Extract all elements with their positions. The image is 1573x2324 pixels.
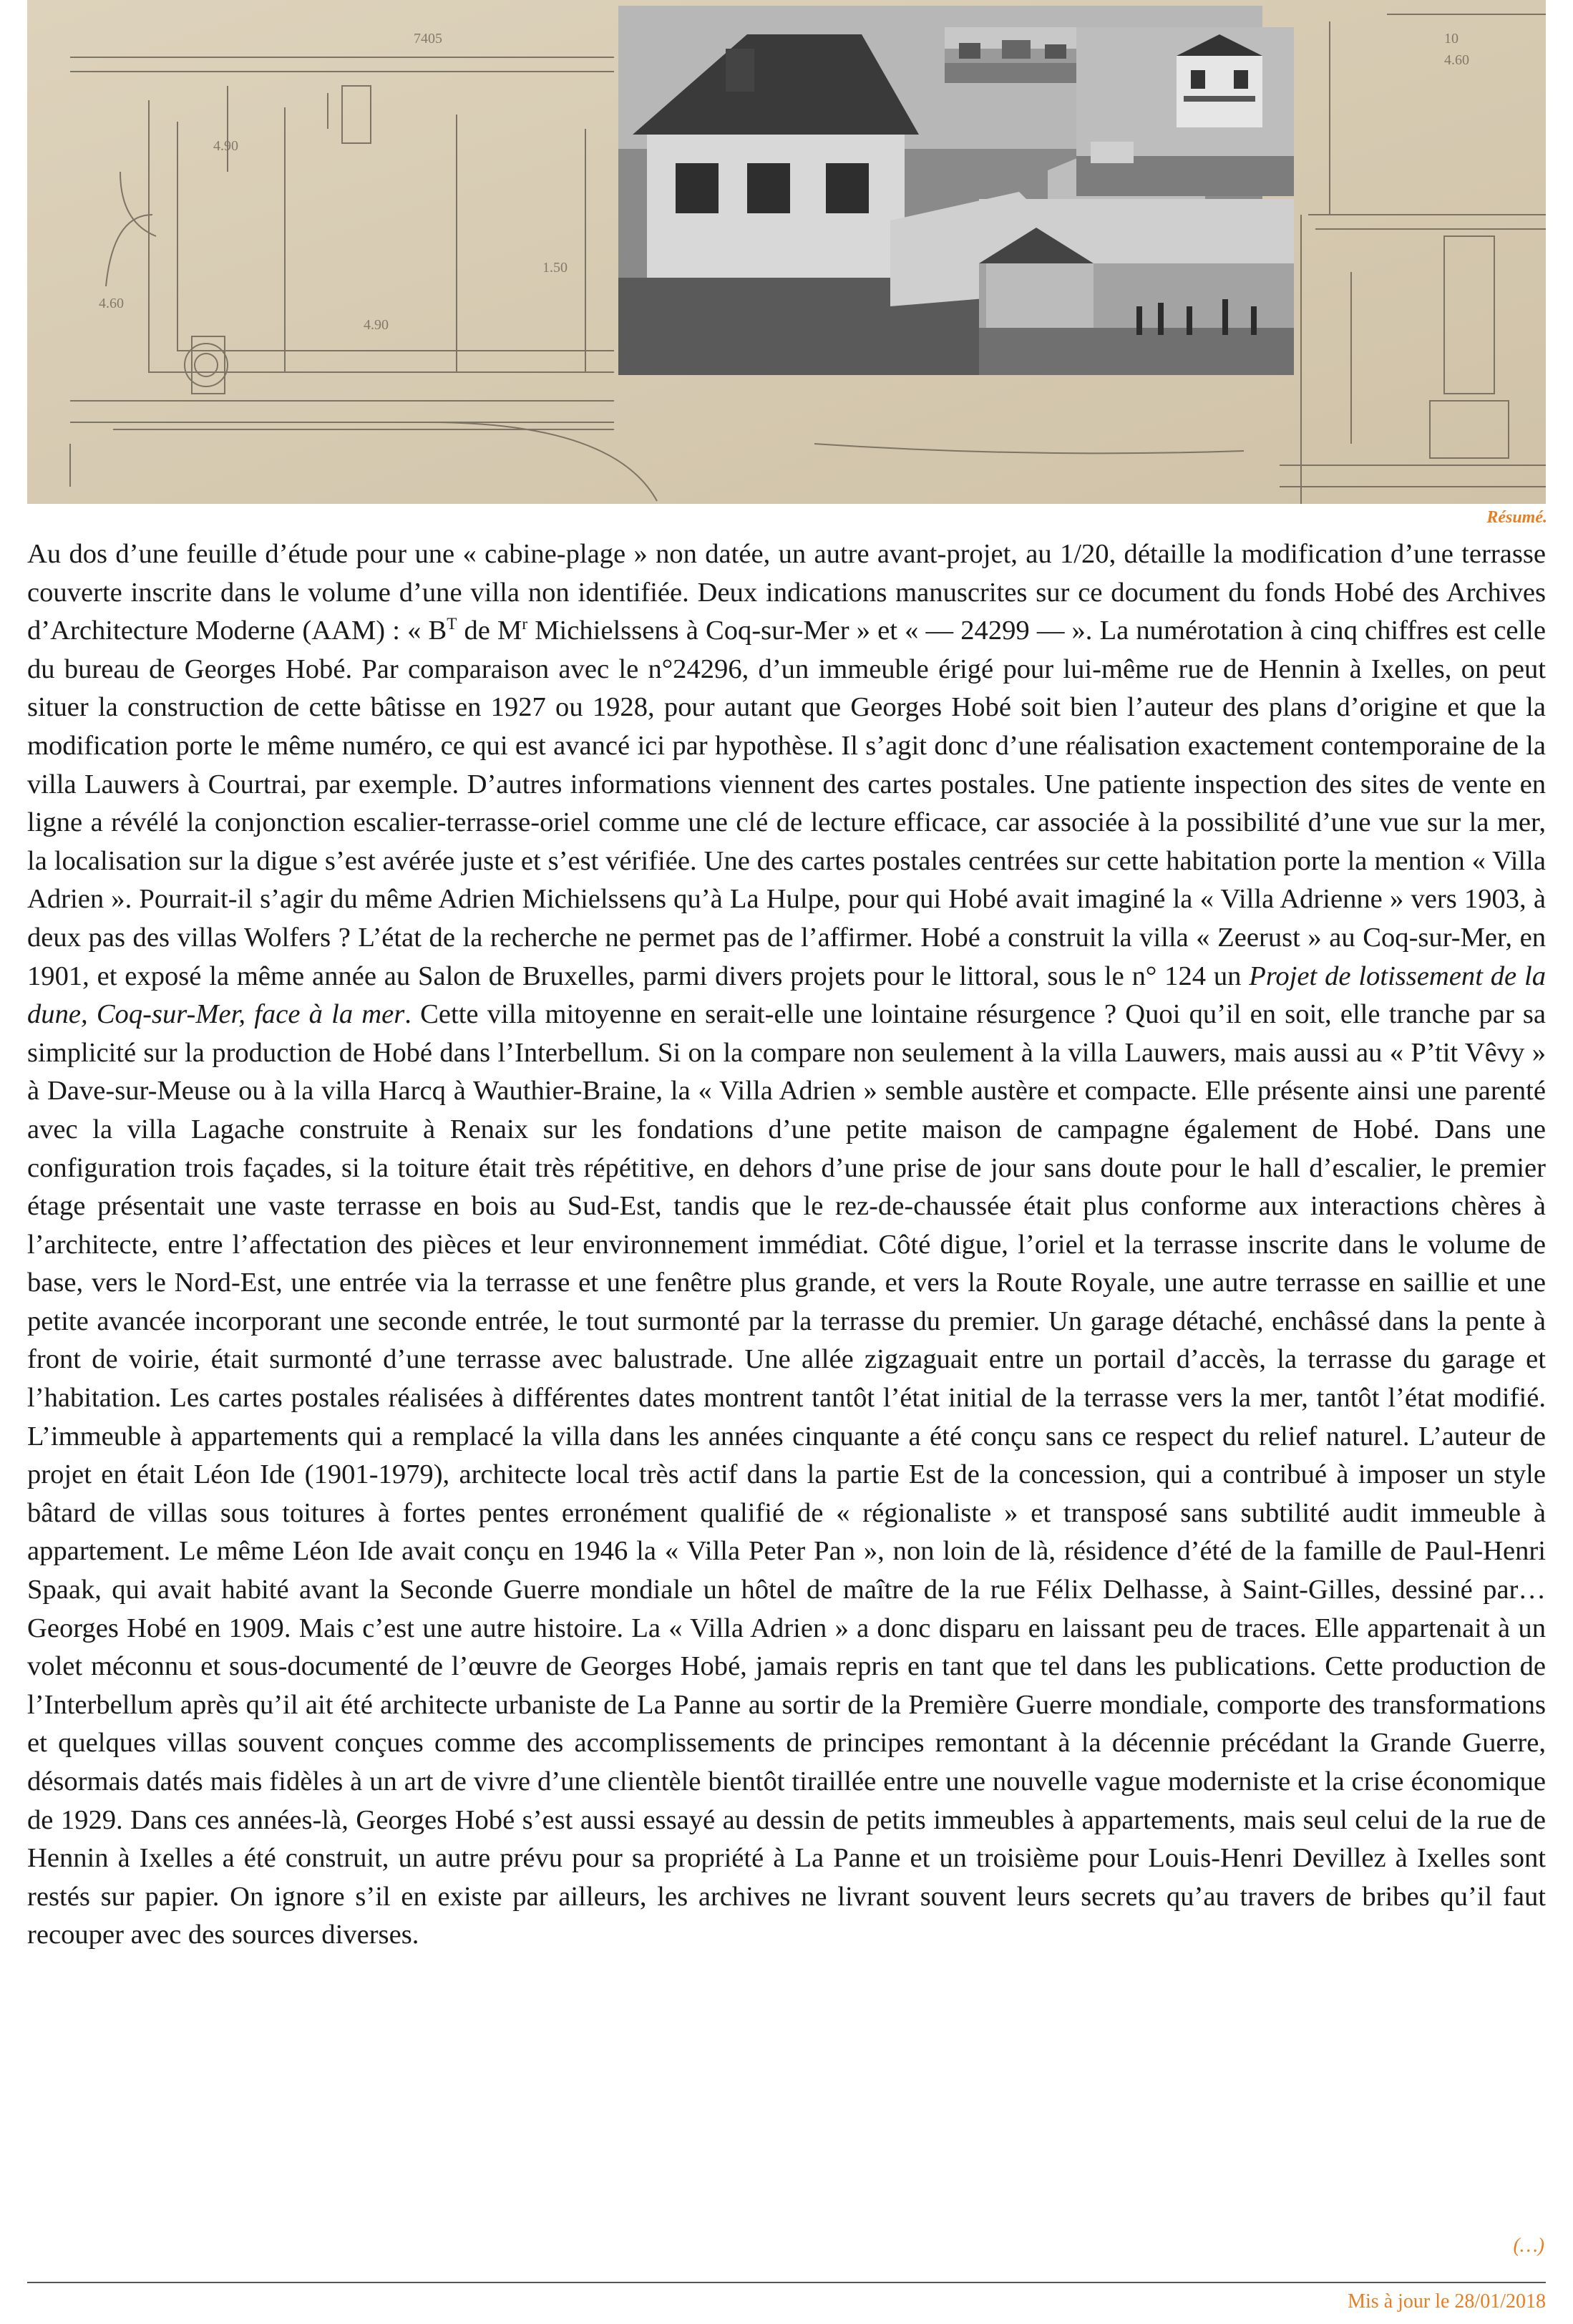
exhibition-project-title: Projet de lotissement de la dune, Coq-sur-Mer, face à la mer [27,961,1546,1030]
read-more-link[interactable]: (…) [1513,2235,1544,2257]
article-text-part-1: Au dos d’une feuille d’étude pour une « cabine-plage » non datée, un autre avant-projet, au 1/20, détaille la modification d’une terrasse couverte inscrite dans le volume d’une villa non identifiée. Deux indications manuscrites sur ce document du fonds Hobé des Archives d’Architecture Moderne (AAM) : « B [27,539,1546,646]
article-text-part-4: . Cette villa mitoyenne en serait-elle une lointaine résurgence ? Quoi qu’il en soit, elle tranche par sa simplicité sur la production de Hobé dans l’Interbellum. Si on la compare non seulement à la villa Lauwers, mais aussi au « P’tit Vêvy » à Dave-sur-Meuse ou à la villa Harcq à Wauthier-Braine, la « Villa Adrien » semble austère et compacte. Elle présente ainsi une parenté avec la villa Lagache construite à Renaix sur les fondations d’une petite maison de campagne également de Hobé. Dans une configuration trois façades, si la toiture était très répétitive, en dehors d’une prise de jour sans doute pour le hall d’escalier, le premier étage présentait une vaste terrasse en bois au Sud-Est, tandis que le rez-de-chaussée était plus conforme aux interactions chères à l’architecte, entre l’affectation des pièces et leur environnement immédiat. Côté digue, l’oriel et la terrasse inscrite dans le volume de base, vers le Nord-Est, une entrée via la terrasse et une fenêtre plus grande, et vers la Route Royale, une autre terrasse en saillie et une petite avancée incorporant une seconde entrée, le tout surmonté par la terrasse du premier. Un garage détaché, enchâssé dans la pente à front de voirie, était surmonté d’une terrasse avec balustrade. Une allée zigzaguait entre un portail d’accès, la terrasse du garage et l’habitation. Les cartes postales réalisées à différentes dates montrent tantôt l’état initial de la terrasse vers la mer, tantôt l’état modifié. L’immeuble à appartements qui a remplacé la villa dans les années cinquante a été conçu sans ce respect du relief naturel. L’auteur de projet en était Léon Ide (1901-1979), architecte local très actif dans la partie Est de la concession, qui a contribué à imposer un style bâtard de villas sous toitures à fortes pentes erronément qualifié de « régionaliste » et transposé sans subtilité audit immeuble à appartement. Le même Léon Ide avait conçu en 1946 la « Villa Peter Pan », non loin de là, résidence d’été de la famille de Paul-Henri Spaak, qui avait habité avant la Seconde Guerre mondiale un hôtel de maître de la rue Félix Delhasse, à Saint-Gilles, dessiné par… Georges Hobé en 1909. Mais c’est une autre histoire. La « Villa Adrien » a donc disparu en laissant peu de traces. Elle appartenait à un volet méconnu et sous-documenté de l’œuvre de Georges Hobé, jamais repris en tant que tel dans les publications. Cette production de l’Interbellum après qu’il ait été architecte urbaniste de La Panne au sortir de la Première Guerre mondiale, comporte des transformations et quelques villas souvent conçues comme des accomplissements de principes remontant à la décennie précédant la Grande Guerre, désormais datés mais fidèles à un art de vivre d’une clientèle bientôt tiraillée entre une nouvelle vague moderniste et la crise économique de 1929. Dans ces années-là, Georges Hobé s’est aussi essayé au dessin de petits immeubles à appartements, mais seul celui de la rue de Hennin à Ixelles a été construit, un autre prévu pour sa propriété à La Panne et un troisième pour Louis-Henri Devillez à Ixelles sont restés sur papier. On ignore s’il en existe par ailleurs, les archives ne livrant souvent leurs secrets qu’au travers de bribes qu’il faut recouper avec des sources diverses. [27,999,1546,1950]
footer-divider [27,2282,1546,2283]
last-updated-date: Mis à jour le 28/01/2018 [1348,2290,1546,2313]
svg-text:4.60: 4.60 [1444,52,1469,68]
svg-text:4.60: 4.60 [99,296,124,311]
header-collage [27,0,1546,504]
svg-text:1.50: 1.50 [542,260,568,276]
resume-link[interactable]: Résumé. [1486,508,1547,527]
promenade-photo [979,199,1294,375]
svg-text:10: 10 [1444,31,1458,47]
superscript-r: r [522,615,528,634]
article-text-part-3: Michielssens à Coq-sur-Mer » et « — 24299 — ». La numérotation à cinq chiffres est celle du bureau de Georges Hobé. Par comparaison avec le n°24296, d’un immeuble érigé pour lui-même rue de Hennin à Ixelles, on peut situer la construction de cette bâtisse en 1927 ou 1928, pour autant que Georges Hobé soit bien l’auteur des plans d’origine et que la modification porte le même numéro, ce qui est avancé ici par hypothèse. Il s’agit donc d’une réalisation exactement contemporaine de la villa Lauwers à Courtrai, par exemple. D’autres informations viennent des cartes postales. Une patiente inspection des sites de vente en ligne a révélé la conjonction escalier-terrasse-oriel comme une clé de lecture efficace, car associée à la possibilité d’une vue sur la mer, la localisation sur la digue s’est avérée juste et s’est vérifiée. Une des cartes postales centrées sur cette habitation porte la mention « Villa Adrien ». Pourrait-il s’agir du même Adrien Michielssens qu’à La Hulpe, pour qui Hobé avait imaginé la « Villa Adrienne » vers 1903, à deux pas des villas Wolfers ? L’état de la recherche ne permet pas de l’affirmer. Hobé a construit la villa « Zeerust » au Coq-sur-Mer, en 1901, et exposé la même année au Salon de Bruxelles, parmi divers projets pour le littoral, sous le n° 124 un [27,616,1546,991]
article-body [27,535,1546,1955]
svg-text:4.90: 4.90 [364,317,389,333]
svg-text:7405: 7405 [414,31,442,47]
dunes-photo [945,27,1082,83]
article-text-part-2: de M [457,616,522,646]
superscript-t: T [447,615,457,634]
svg-text:4.90: 4.90 [213,138,238,154]
villa-with-oriel-photo [1076,27,1294,196]
